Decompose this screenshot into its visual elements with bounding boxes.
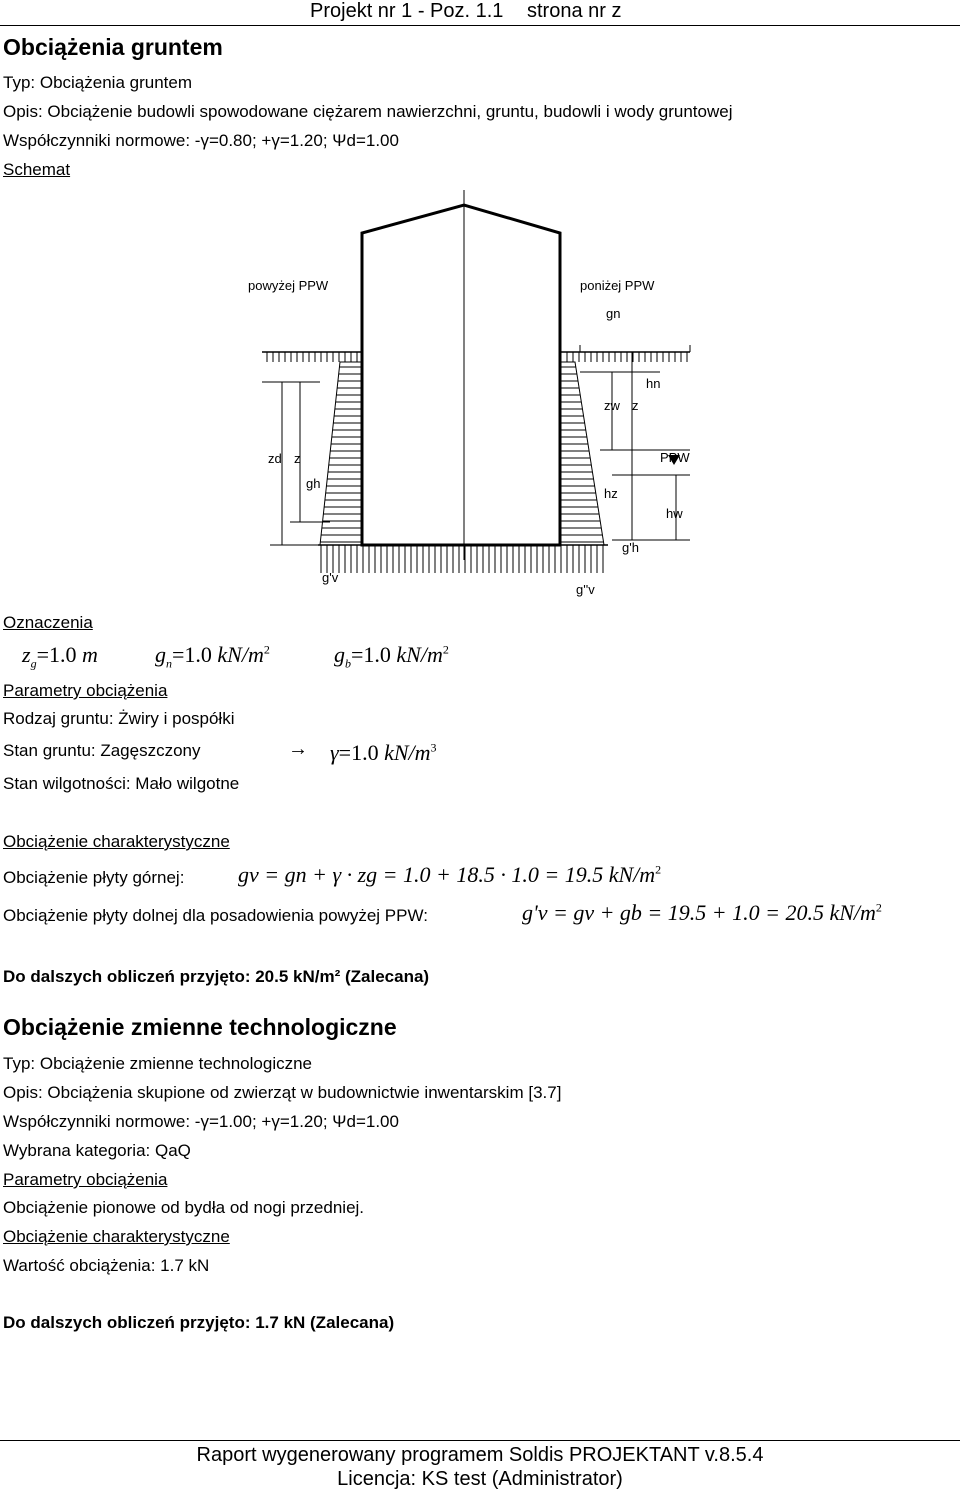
dolna-formula-sup: 2 [875,900,882,915]
wartosc-text: Wartość obciążenia: 1.7 kN [3,1256,210,1275]
label-gv-double: g''v [576,582,595,597]
footer-line1: Raport wygenerowany programem Soldis PROJEKTANT v.8.5.4 [196,1444,764,1466]
ground-hatch-left [262,352,362,362]
gb-sub: b [345,656,351,671]
gb-unit: kN/m [396,642,443,667]
label-hw: hw [666,506,683,521]
oznaczenia-heading: Oznaczenia [3,613,93,632]
gorna-label: Obciążenie płyty górnej: [3,868,185,887]
parametry2-heading: Parametry obciążenia [3,1170,168,1189]
gn-sub: n [166,656,172,671]
przyjeto-grunt: Do dalszych obliczeń przyjęto: 20.5 kN/m² (Zalecana) [3,967,430,986]
rodzaj-text: Rodzaj gruntu: Żwiry i pospółki [3,709,235,728]
schema-diagram [240,185,720,605]
header-project [310,0,621,23]
label-gv-prime: g'v [322,570,339,585]
label-hn: hn [646,376,661,391]
gamma-value: =1.0 [338,740,379,765]
section-title-zmienne: Obciążenie zmienne technologiczne [3,1014,397,1040]
pressure-left [320,362,362,545]
charakterystyczne2-heading: Obciążenie charakterystyczne [3,1227,230,1246]
zg-sub: g [30,656,37,671]
label-zd: zd [268,451,282,466]
label-hz: hz [604,486,618,501]
dolna-formula-text: g'v = gv + gb = 19.5 + 1.0 = 20.5 kN/m [522,900,876,925]
header-divider [0,25,960,26]
header-project-label: Projekt nr 1 - Poz. 1.1 [310,0,504,22]
label-z-left: z [294,451,301,466]
stan-text: Stan gruntu: Zagęszczony [3,741,201,760]
wspolczynniki-text: Współczynniki normowe: -γ=0.80; +γ=1.20; Ψd=1.00 [3,131,399,150]
schemat-heading: Schemat [3,160,71,179]
gn-sup: 2 [263,642,270,657]
zg-value: =1.0 [36,642,77,667]
gn-symbol: g [155,642,166,667]
gamma-sup: 3 [430,740,437,755]
wspolczynniki2-text: Współczynniki normowe: -γ=1.00; +γ=1.20; Ψd=1.00 [3,1112,399,1131]
symbol-gamma [330,740,437,766]
dolna-label: Obciążenie płyty dolnej dla posadowienia powyżej PPW: [3,906,428,925]
label-gh-prime: g'h [622,540,639,555]
label-gn: gn [606,306,621,321]
typ-text: Typ: Obciążenia gruntem [3,73,192,92]
header-page-label: strona nr z [526,0,622,22]
gb-sup: 2 [442,642,449,657]
symbol-gn [155,642,270,671]
footer-divider [0,1440,960,1441]
label-gh: gh [306,476,321,491]
opis-text: Opis: Obciążenie budowli spowodowane ciężarem nawierzchni, gruntu, budowli i wody gruntowej [3,102,733,121]
arrow-icon: → [288,738,308,760]
gb-value: =1.0 [351,642,391,667]
gamma-symbol: γ [330,740,339,765]
building-outline [362,190,560,560]
gb-symbol: g [334,642,345,667]
symbol-gb [334,642,449,671]
zg-symbol: z [22,642,31,667]
gn-value: =1.0 [172,642,212,667]
parametry-heading: Parametry obciążenia [3,681,168,700]
kategoria-text: Wybrana kategoria: QaQ [3,1141,191,1160]
charakterystyczne-heading: Obciążenie charakterystyczne [3,832,230,851]
gn-unit: kN/m [217,642,264,667]
pionowe-text: Obciążenie pionowe od bydła od nogi przedniej. [3,1198,365,1217]
section-title-grunt: Obciążenia gruntem [3,34,223,60]
przyjeto-zmienne: Do dalszych obliczeń przyjęto: 1.7 kN (Zalecana) [3,1313,395,1332]
label-above-ppw: powyżej PPW [248,278,329,293]
label-z-right: z [632,398,639,413]
footer-line2: Licencja: KS test (Administrator) [337,1468,623,1490]
label-below-ppw: poniżej PPW [580,278,655,293]
pressure-right [560,362,604,545]
wilgotnosc-text: Stan wilgotności: Mało wilgotne [3,774,240,793]
dolna-formula [522,900,882,926]
gamma-unit: kN/m [384,740,431,765]
gorna-formula [238,862,661,888]
label-zw: zw [604,398,620,413]
gorna-formula-sup: 2 [655,862,662,877]
ground-hatch-right [560,352,690,362]
typ2-text: Typ: Obciążenie zmienne technologiczne [3,1054,313,1073]
opis2-text: Opis: Obciążenia skupione od zwierząt w budownictwie inwentarskim [3.7] [3,1083,562,1102]
zg-unit: m [81,642,98,667]
gorna-formula-text: gv = gn + γ · zg = 1.0 + 18.5 · 1.0 = 19.5 kN/m [238,862,656,887]
symbol-zg [22,642,98,671]
slab-hatch [318,545,608,573]
label-ppw: PPW [660,450,690,465]
